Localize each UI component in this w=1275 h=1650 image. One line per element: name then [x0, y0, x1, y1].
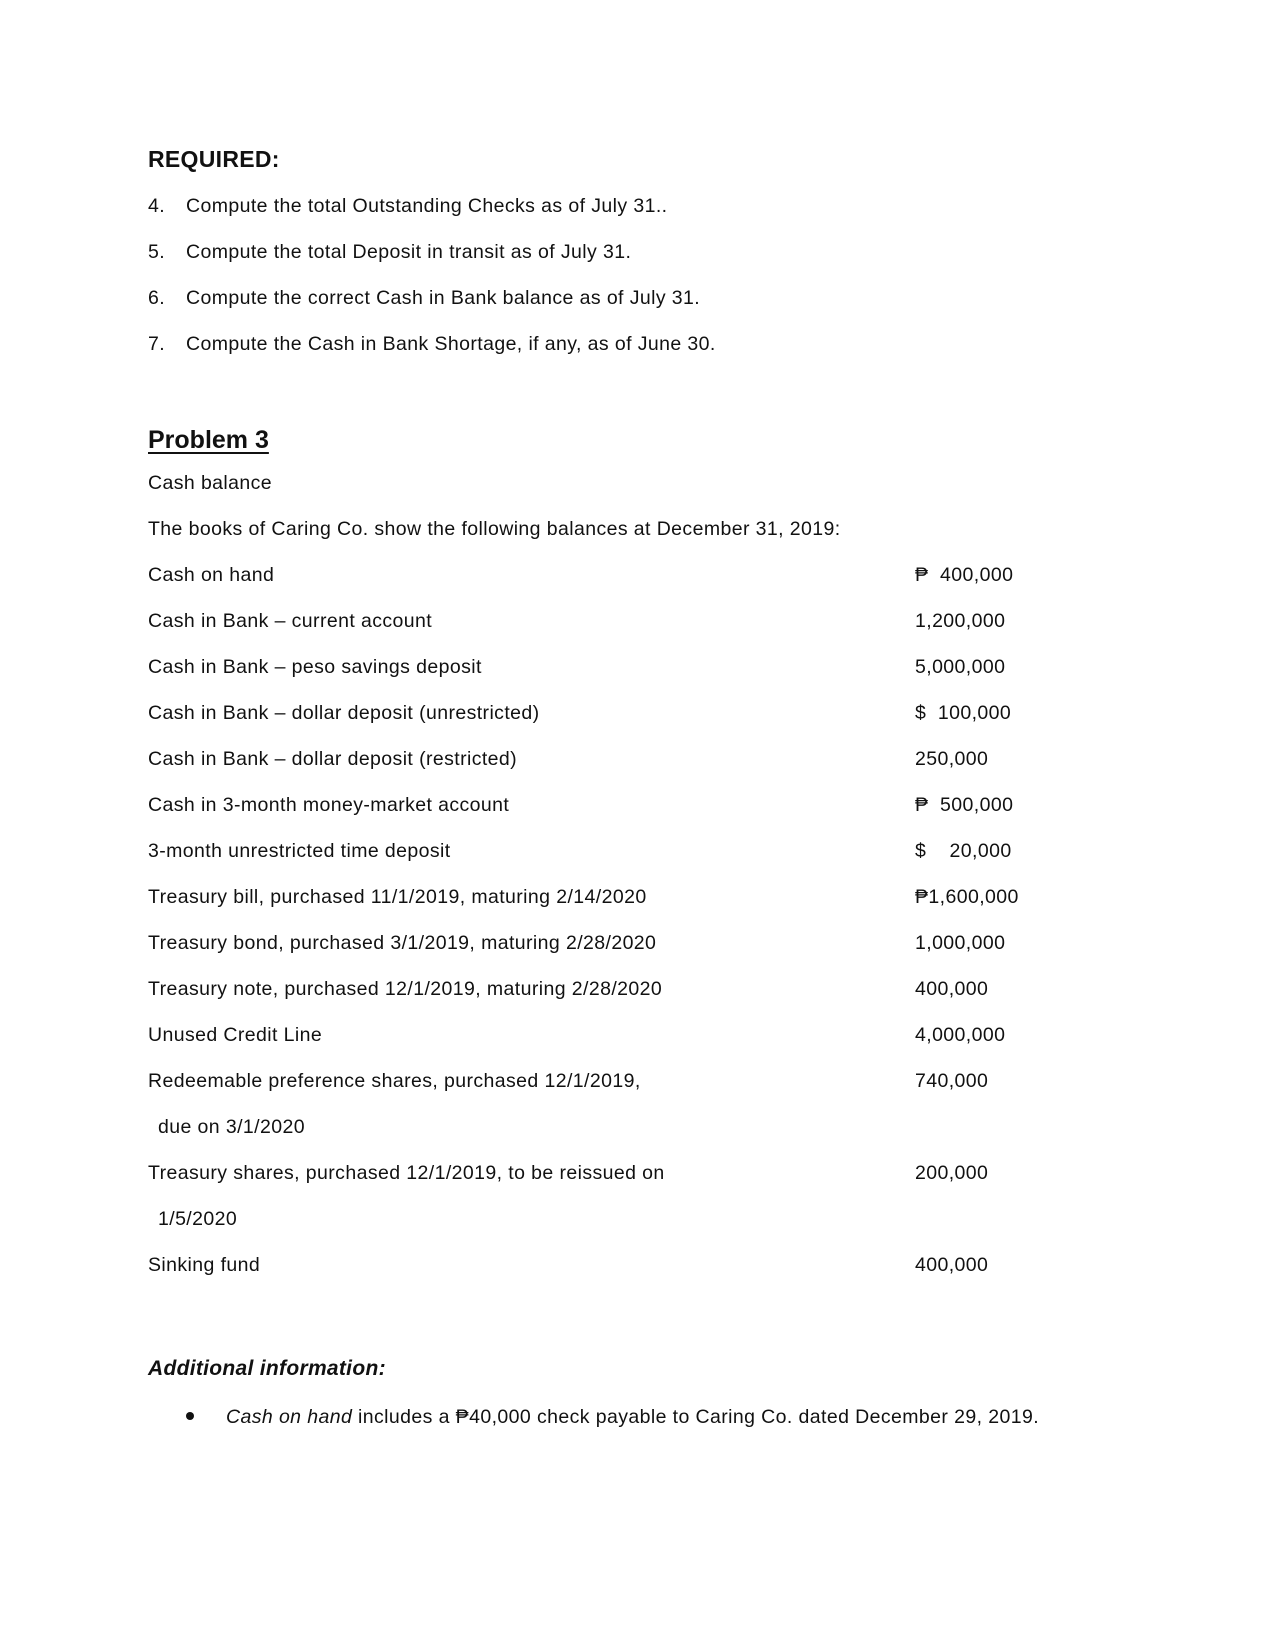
bullet-text: includes a ₱40,000 check payable to Caring Co. dated December 29, 2019.	[352, 1406, 1040, 1428]
required-item-number: 6.	[148, 287, 166, 309]
balance-label: Cash in Bank – current account	[148, 610, 433, 632]
balance-value: ₱ 500,000	[915, 794, 1014, 816]
balance-value: 740,000	[915, 1070, 989, 1092]
balance-value: 1,000,000	[915, 932, 1006, 954]
balance-label: Treasury bill, purchased 11/1/2019, maturing 2/14/2020	[148, 886, 647, 908]
bullet-emphasis: Cash on hand	[226, 1406, 353, 1428]
required-item	[148, 287, 700, 310]
required-item-text: Compute the correct Cash in Bank balance as of July 31.	[186, 287, 701, 309]
balance-label: Cash in Bank – dollar deposit (restricted)	[148, 748, 518, 770]
problem-intro: The books of Caring Co. show the following balances at December 31, 2019:	[148, 518, 841, 540]
required-item-text: Compute the total Deposit in transit as of July 31.	[186, 241, 632, 263]
required-item	[148, 195, 667, 218]
additional-info-title: Additional information:	[148, 1357, 386, 1380]
required-item	[148, 333, 716, 356]
balance-value: $ 100,000	[915, 702, 1012, 724]
balance-value: ₱1,600,000	[915, 886, 1019, 908]
balance-label: 3-month unrestricted time deposit	[148, 840, 451, 862]
balance-label: Sinking fund	[148, 1254, 261, 1276]
problem-subtitle: Cash balance	[148, 472, 273, 494]
balance-value: ₱ 400,000	[915, 564, 1014, 586]
balance-value: 1,200,000	[915, 610, 1006, 632]
required-item-number: 4.	[148, 195, 166, 217]
balance-value: 4,000,000	[915, 1024, 1006, 1046]
balance-label: Treasury bond, purchased 3/1/2019, maturing 2/28/2020	[148, 932, 657, 954]
problem-title: Problem 3	[148, 426, 269, 454]
balance-label: Cash in 3-month money-market account	[148, 794, 510, 816]
required-item-text: Compute the total Outstanding Checks as of July 31..	[186, 195, 668, 217]
balance-label-continuation: 1/5/2020	[158, 1208, 238, 1230]
required-item-text: Compute the Cash in Bank Shortage, if any, as of June 30.	[186, 333, 716, 355]
balance-label: Cash on hand	[148, 564, 275, 586]
bullet-icon	[186, 1412, 194, 1420]
balance-label: Treasury shares, purchased 12/1/2019, to be reissued on	[148, 1162, 665, 1184]
balance-value: 250,000	[915, 748, 989, 770]
balance-label: Treasury note, purchased 12/1/2019, maturing 2/28/2020	[148, 978, 663, 1000]
balance-label: Cash in Bank – dollar deposit (unrestricted)	[148, 702, 540, 724]
balance-value: $ 20,000	[915, 840, 1012, 862]
balance-label: Unused Credit Line	[148, 1024, 323, 1046]
required-item-number: 7.	[148, 333, 166, 355]
balance-label: Redeemable preference shares, purchased 12/1/2019,	[148, 1070, 641, 1092]
balance-label-continuation: due on 3/1/2020	[158, 1116, 305, 1138]
balance-value: 5,000,000	[915, 656, 1006, 678]
required-item	[148, 241, 631, 264]
balance-value: 400,000	[915, 1254, 989, 1276]
balance-value: 400,000	[915, 978, 989, 1000]
balance-label: Cash in Bank – peso savings deposit	[148, 656, 482, 678]
balance-value: 200,000	[915, 1162, 989, 1184]
required-heading: REQUIRED:	[148, 146, 280, 172]
additional-info-bullet	[186, 1406, 1039, 1429]
required-item-number: 5.	[148, 241, 166, 263]
